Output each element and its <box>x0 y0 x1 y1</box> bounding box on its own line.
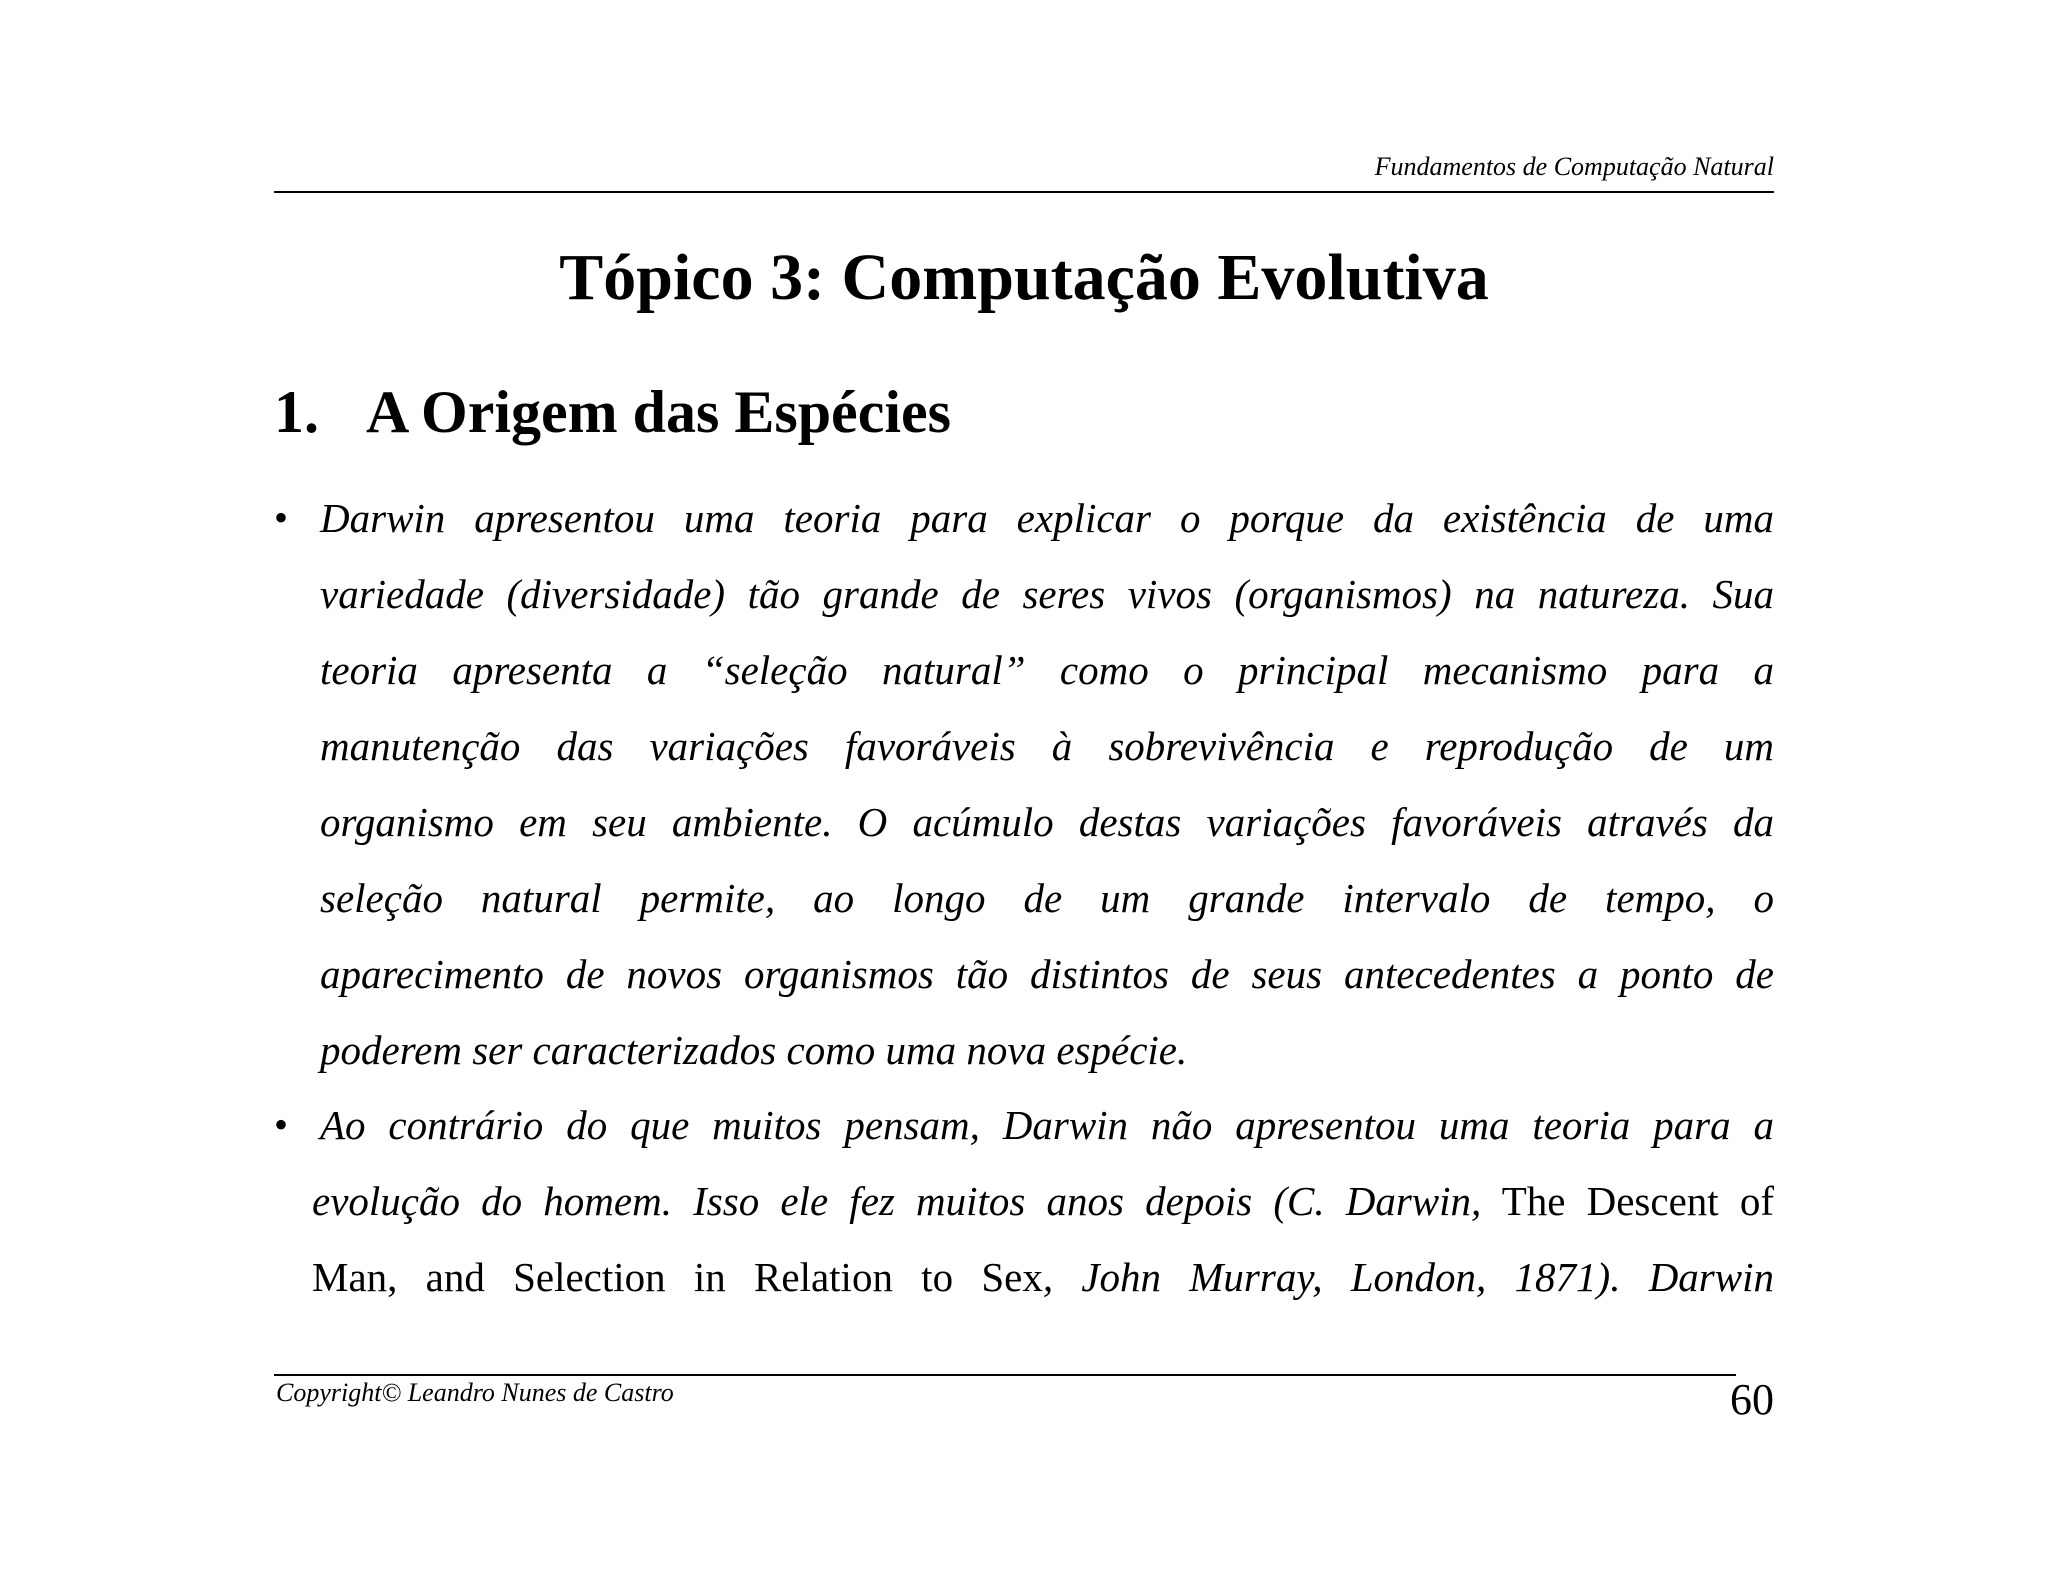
bullet-item <box>274 1087 1774 1315</box>
paragraph-line <box>274 1163 1774 1239</box>
paragraph-line: poderem ser caracterizados como uma nova espécie. <box>320 1027 1188 1073</box>
paragraph-line: Darwin apresentou uma teoria para explicar o porque da existência de uma <box>320 495 1774 541</box>
paragraph-line: Ao contrário do que muitos pensam, Darwin não apresentou uma teoria para a <box>320 1102 1774 1148</box>
paragraph-line <box>274 1239 1774 1315</box>
bullet-icon: • <box>274 495 289 540</box>
text-italic: , John Murray, London, 1871). Darwin <box>1042 1254 1774 1300</box>
book-title-text: Man, and Selection in Relation to Sex <box>312 1254 1043 1300</box>
section-title: A Origem das Espécies <box>366 379 951 445</box>
bullet-icon: • <box>274 1102 289 1147</box>
paragraph-line: organismo em seu ambiente. O acúmulo destas variações favoráveis através da <box>320 799 1774 845</box>
section-heading <box>274 378 951 447</box>
paragraph-line: variedade (diversidade) tão grande de seres vivos (organismos) na natureza. Sua <box>320 571 1774 617</box>
paragraph-line: aparecimento de novos organismos tão distintos de seus antecedentes a ponto de <box>320 951 1774 997</box>
paragraph-line: seleção natural permite, ao longo de um grande intervalo de tempo, o <box>320 875 1774 921</box>
bullet-item <box>274 480 1774 1088</box>
section-number: 1. <box>274 379 319 445</box>
header-rule <box>274 191 1774 193</box>
page-title: Tópico 3: Computação Evolutiva <box>559 241 1489 314</box>
copyright-notice: Copyright© Leandro Nunes de Castro <box>276 1378 674 1407</box>
running-header: Fundamentos de Computação Natural <box>1374 152 1774 181</box>
book-title-text: The Descent of <box>1481 1178 1774 1224</box>
paragraph-line: teoria apresenta a “seleção natural” como o principal mecanismo para a <box>320 647 1774 693</box>
footer-rule <box>274 1374 1736 1376</box>
paragraph-line: manutenção das variações favoráveis à sobrevivência e reprodução de um <box>320 723 1774 769</box>
text-italic: evolução do homem. Isso ele fez muitos anos depois (C. Darwin, <box>312 1178 1482 1224</box>
page-number: 60 <box>1730 1375 1774 1424</box>
